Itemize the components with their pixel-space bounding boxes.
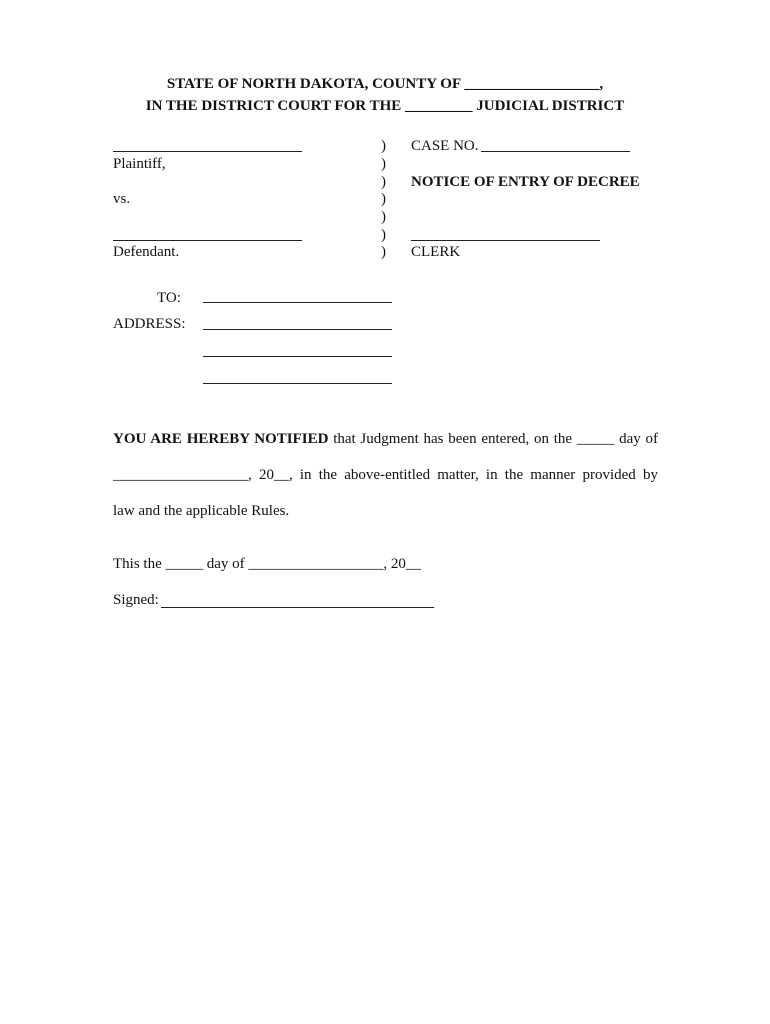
clerk-signature-line[interactable] [411,240,600,241]
notice-line-1-rest: that Judgment has been entered, on the _____ day of [333,431,658,447]
case-no-line[interactable] [481,151,630,152]
signature-line[interactable] [161,607,434,608]
signed-label: Signed: [113,592,159,608]
notice-title: NOTICE OF ENTRY OF DECREE [411,174,640,190]
date-line: This the _____ day of __________________, 20__ [113,556,421,572]
court-header-line-2: IN THE DISTRICT COURT FOR THE _________ JUDICIAL DISTRICT [145,98,625,114]
caption-paren: ) [381,244,386,260]
notice-line-3: law and the applicable Rules. [113,503,290,519]
caption-paren: ) [381,191,386,207]
defendant-label: Defendant. [113,244,180,260]
address-line-2[interactable] [203,356,392,357]
notice-line-2: __________________, 20__, in the above-entitled matter, in the manner provided by [113,467,658,483]
address-line-1[interactable] [203,329,392,330]
vs-label: vs. [113,191,131,207]
address-label: ADDRESS: [113,316,186,332]
address-line-3[interactable] [203,383,392,384]
caption-paren: ) [381,209,386,225]
notice-line-1 [113,430,658,448]
plaintiff-name-line[interactable] [113,151,302,152]
plaintiff-label: Plaintiff, [113,156,166,172]
clerk-label: CLERK [411,244,461,260]
caption-paren: ) [381,174,386,190]
caption-paren: ) [381,138,386,154]
to-line[interactable] [203,302,392,303]
caption-paren: ) [381,156,386,172]
notice-bold-lead: YOU ARE HEREBY NOTIFIED [113,431,329,447]
to-label: TO: [157,290,181,306]
case-no-label: CASE NO. [411,138,479,154]
court-header-line-1: STATE OF NORTH DAKOTA, COUNTY OF __________________, [166,76,604,92]
defendant-name-line[interactable] [113,240,302,241]
caption-paren: ) [381,227,386,243]
